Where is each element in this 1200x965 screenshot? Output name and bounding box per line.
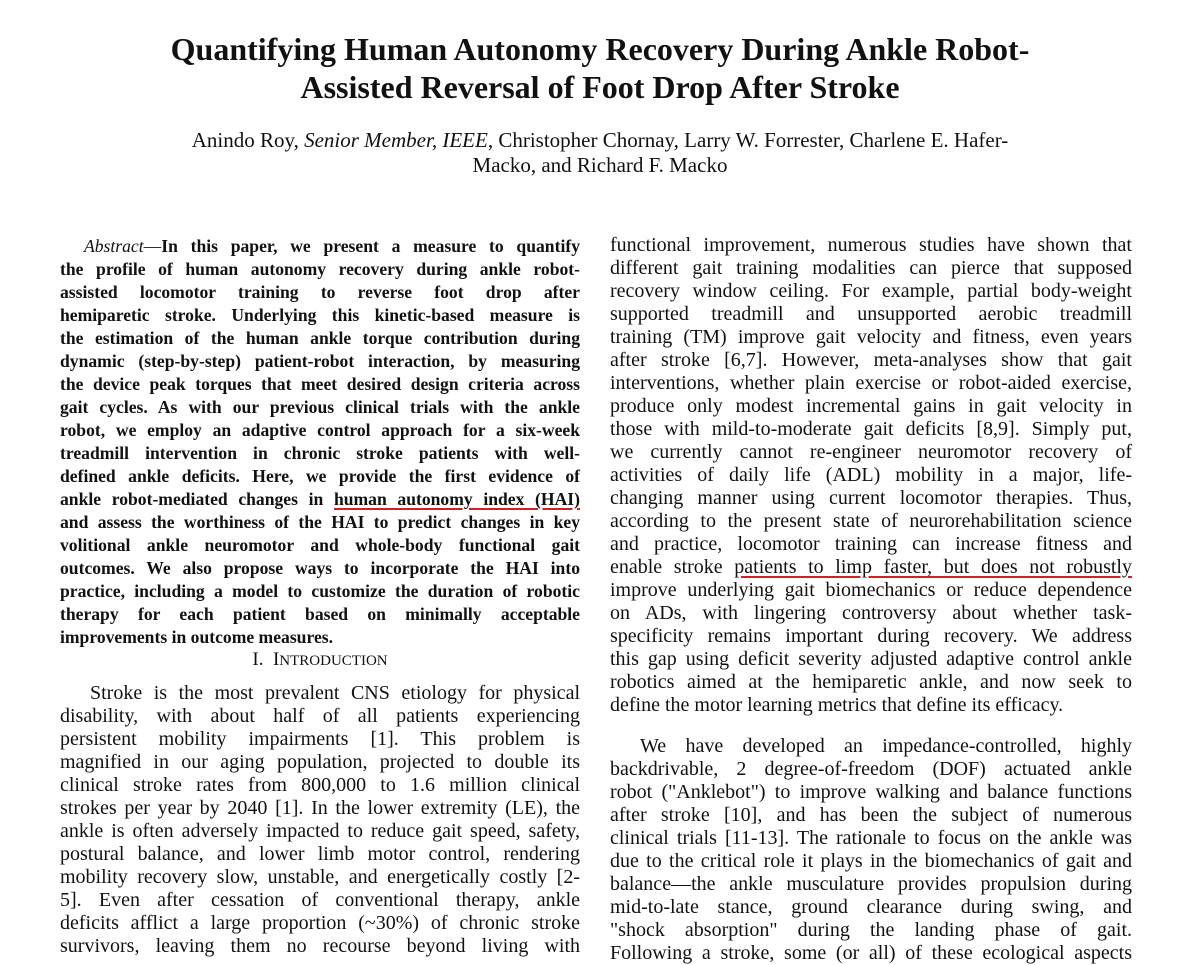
- body-line: training (TM) improve gait velocity and fitness, even years: [610, 326, 1132, 348]
- body-line: robotics aimed at the hemiparetic ankle, and now seek to: [610, 671, 1132, 693]
- section-number: I.: [252, 649, 264, 670]
- body-line: 5]. Even after cessation of conventional therapy, ankle: [60, 889, 580, 911]
- abstract-line-text: ankle robot-mediated changes in: [60, 489, 334, 509]
- abstract-line: outcomes. We also propose ways to incorporate the HAI into: [60, 558, 580, 578]
- body-line: specificity remains important during recovery. We address: [610, 625, 1132, 647]
- abstract-line: assisted locomotor training to reverse foot drop after: [60, 282, 580, 302]
- body-line: changing manner using current locomotor therapies. Thus,: [610, 487, 1132, 509]
- body-line: recovery window ceiling. For example, partial body-weight: [610, 280, 1132, 302]
- highlighted-limp-phrase: patients to limp faster, but does not robustly: [734, 556, 1132, 578]
- paper-title: [60, 30, 1140, 106]
- body-line: magnified in our aging population, projected to double its: [60, 751, 580, 773]
- body-line: produce only modest incremental gains in gait velocity in: [610, 395, 1132, 417]
- author-line-1: [100, 128, 1100, 153]
- body-line: survivors, leaving them no recourse beyond living with: [60, 935, 580, 957]
- abstract-line: therapy for each patient based on minimally acceptable: [60, 604, 580, 624]
- body-line: activities of daily life (ADL) mobility in a major, life-: [610, 464, 1132, 486]
- body-line: clinical trials [11-13]. The rationale to focus on the ankle was: [610, 827, 1132, 849]
- body-line: clinical stroke rates from 800,000 to 1.6 million clinical: [60, 774, 580, 796]
- abstract-dash: —: [143, 236, 162, 256]
- body-line: improve underlying gait biomechanics or reduce dependence: [610, 579, 1132, 601]
- body-line: on ADs, with lingering controversy about whether task-: [610, 602, 1132, 624]
- abstract-line-text: In this paper, we present a measure to quantify: [161, 236, 580, 256]
- body-line: different gait training modalities can pierce that supposed: [610, 257, 1132, 279]
- body-line: Stroke is the most prevalent CNS etiology for physical: [90, 682, 580, 704]
- body-line: we currently cannot re-engineer neuromotor recovery of: [610, 441, 1132, 463]
- author-affiliation-italic: Senior Member, IEEE: [304, 128, 488, 152]
- abstract-line: treadmill intervention in chronic stroke patients with well-: [60, 443, 580, 463]
- body-line: deficits afflict a large proportion (~30%) of chronic stroke: [60, 912, 580, 934]
- abstract-line: and assess the worthiness of the HAI to predict changes in key: [60, 512, 580, 532]
- body-line: supported treadmill and unsupported aerobic treadmill: [610, 303, 1132, 325]
- abstract-label: Abstract: [84, 236, 144, 256]
- body-line: mid-to-late stance, ground clearance during swing, and: [610, 896, 1132, 918]
- section-heading-rest: NTRODUCTION: [279, 653, 388, 669]
- body-line: Following a stroke, some (or all) of these ecological aspects: [610, 942, 1132, 964]
- title-line-2: Assisted Reversal of Foot Drop After Stroke: [300, 69, 900, 105]
- body-line: balance—the ankle musculature provides propulsion during: [610, 873, 1132, 895]
- abstract-line: the estimation of the human ankle torque contribution during: [60, 328, 580, 348]
- abstract-line: practice, including a model to customize the duration of robotic: [60, 581, 580, 601]
- body-line: interventions, whether plain exercise or robot-aided exercise,: [610, 372, 1132, 394]
- body-line: due to the critical role it plays in the biomechanics of gait and: [610, 850, 1132, 872]
- title-line-1: Quantifying Human Autonomy Recovery During Ankle Robot-: [170, 31, 1030, 67]
- body-line: functional improvement, numerous studies have shown that: [610, 234, 1132, 256]
- body-line: We have developed an impedance-controlled, highly: [640, 735, 1132, 757]
- body-line: define the motor learning metrics that define its efficacy.: [610, 694, 1064, 716]
- abstract-line: the profile of human autonomy recovery during ankle robot-: [60, 259, 580, 279]
- author-line-1-end: , Christopher Chornay, Larry W. Forrester, Charlene E. Hafer-: [487, 128, 1009, 152]
- abstract-line: defined ankle deficits. Here, we provide the first evidence of: [60, 466, 580, 486]
- body-line: according to the present state of neurorehabilitation science: [610, 510, 1132, 532]
- body-line: disability, with about half of all patients experiencing: [60, 705, 580, 727]
- body-line: robot ("Anklebot") to improve walking and balance functions: [610, 781, 1132, 803]
- author-line-1-start: Anindo Roy,: [191, 128, 305, 152]
- abstract-line: hemiparetic stroke. Underlying this kinetic-based measure is: [60, 305, 580, 325]
- abstract-line: [60, 235, 580, 258]
- highlighted-hai-term: human autonomy index (HAI): [333, 489, 581, 509]
- body-line: postural balance, and lower limb motor control, rendering: [60, 843, 580, 865]
- body-line: strokes per year by 2040 [1]. In the lower extremity (LE), the: [60, 797, 580, 819]
- abstract-line: gait cycles. As with our previous clinical trials with the ankle: [60, 397, 580, 417]
- body-line: this gap using deficit severity adjusted adaptive control ankle: [610, 648, 1132, 670]
- author-line-2: Macko, and Richard F. Macko: [472, 153, 728, 177]
- body-line: persistent mobility impairments [1]. This problem is: [60, 728, 580, 750]
- body-line: after stroke [10], and has been the subject of numerous: [610, 804, 1132, 826]
- body-line: [610, 556, 1132, 579]
- abstract-line: improvements in outcome measures.: [60, 627, 333, 647]
- body-line: and practice, locomotor training can increase fitness and: [610, 533, 1132, 555]
- body-line: ankle is often adversely impacted to reduce gait speed, safety,: [60, 820, 580, 842]
- body-line: backdrivable, 2 degree-of-freedom (DOF) actuated ankle: [610, 758, 1132, 780]
- body-line-text: enable stroke: [610, 556, 735, 578]
- section-heading-introduction: [60, 648, 580, 671]
- section-heading-initial: I: [272, 649, 280, 670]
- body-line: "shock absorption" during the landing phase of gait.: [610, 919, 1132, 941]
- abstract-line: dynamic (step-by-step) patient-robot interaction, by measuring: [60, 351, 580, 371]
- author-list: [100, 128, 1100, 178]
- abstract-line: the device peak torques that meet desired design criteria across: [60, 374, 580, 394]
- abstract-line: volitional ankle neuromotor and whole-body functional gait: [60, 535, 580, 555]
- body-line: mobility recovery slow, unstable, and energetically costly [2-: [60, 866, 580, 888]
- abstract-line: robot, we employ an adaptive control approach for a six-week: [60, 420, 580, 440]
- abstract-line: [60, 488, 580, 511]
- body-line: after stroke [6,7]. However, meta-analyses show that gait: [610, 349, 1132, 371]
- body-line: those with mild-to-moderate gait deficits [8,9]. Simply put,: [610, 418, 1132, 440]
